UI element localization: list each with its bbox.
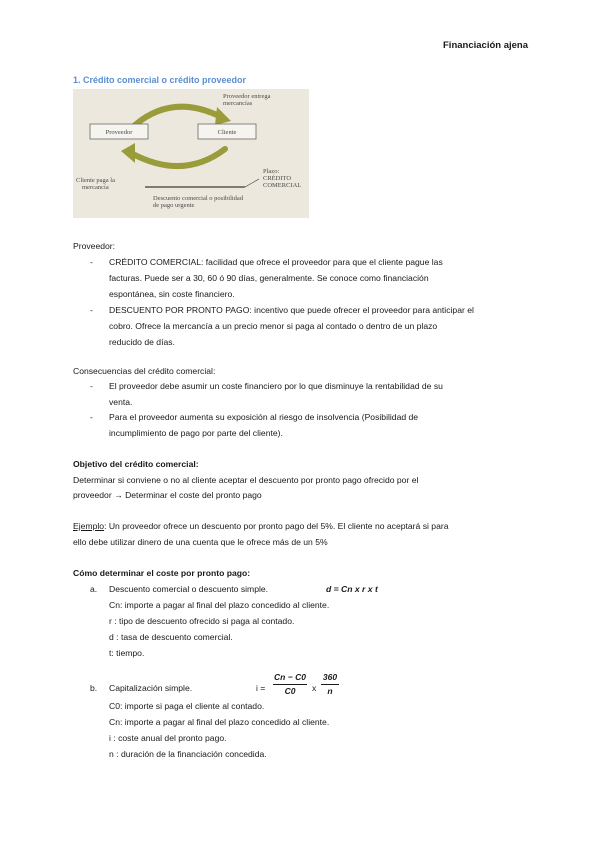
consecuencias-heading: Consecuencias del crédito comercial: — [73, 366, 216, 376]
item-a — [73, 581, 526, 661]
como-heading: Cómo determinar el coste por pronto pago: — [73, 568, 251, 578]
page-header-title: Financiación ajena — [443, 40, 528, 51]
item-a-title: Descuento comercial o descuento simple. — [109, 584, 269, 594]
item-b-def: n : duración de la financiación concedida. — [109, 749, 267, 759]
formula-num-1: Cn − C0 — [274, 672, 306, 682]
diagram-canvas — [73, 89, 309, 218]
left-label-1: Cliente paga la — [76, 177, 115, 184]
bullet-line: cobro. Ofrece la mercancía a un precio menor si paga al contado o dentro de un plazo — [109, 321, 438, 331]
item-a-body — [109, 581, 526, 661]
item-b-def: Cn: importe a pagar al final del plazo concedido al cliente. — [109, 717, 330, 727]
item-b-body — [109, 698, 526, 762]
top-label-1: Proveedor entrega — [223, 93, 271, 100]
formula-bar-1 — [273, 684, 307, 685]
proveedor-bullet-2 — [73, 302, 526, 350]
box-left-label: Proveedor — [105, 129, 133, 136]
bullet-text — [109, 254, 526, 302]
bullet-line: venta. — [109, 397, 133, 407]
objetivo-line-1: Determinar si conviene o no al cliente aceptar el descuento por pronto pago ofrecido por el — [73, 475, 419, 485]
bottom-label-2: de pago urgente — [153, 202, 195, 209]
bullet-line: incumplimiento de pago por parte del cliente). — [109, 428, 283, 438]
bullet-line: reducido de días. — [109, 337, 175, 347]
item-a-def: Cn: importe a pagar al final del plazo concedido al cliente. — [109, 600, 330, 610]
section-title: 1. Crédito comercial o crédito proveedor — [73, 75, 247, 85]
item-a-def: d : tasa de descuento comercial. — [109, 632, 233, 642]
ejemplo-text: : Un proveedor ofrece un descuento por pronto pago del 5%. El cliente no aceptará si para — [104, 521, 449, 531]
formula-den-2: n — [327, 686, 333, 696]
objetivo-line-2: proveedor → Determinar el coste del pronto pago — [73, 490, 262, 500]
bullet-text — [109, 302, 526, 350]
bullet-dash: - — [90, 381, 93, 391]
proveedor-heading: Proveedor: — [73, 241, 116, 251]
proveedor-bullet-1 — [73, 254, 526, 302]
item-a-formula: d = Cn x r x t — [326, 584, 378, 594]
consecuencias-bullet-2 — [73, 409, 526, 441]
item-a-title-row — [109, 581, 526, 597]
formula-lhs: i = — [256, 683, 266, 693]
item-b-def: C0: importe si paga el cliente al contado. — [109, 701, 265, 711]
top-label-2: mercancías — [223, 100, 253, 107]
item-b-letter: b. — [90, 683, 98, 693]
item-b-def: i : coste anual del pronto pago. — [109, 733, 227, 743]
item-b-defs — [73, 698, 526, 762]
ejemplo-line-2: ello debe utilizar dinero de una cuenta que le ofrece más de un 5% — [73, 537, 328, 547]
box-right-label: Cliente — [217, 129, 237, 136]
objetivo-heading: Objetivo del crédito comercial: — [73, 459, 199, 469]
right-label-2: CRÉDITO — [263, 175, 292, 182]
bullet-line: DESCUENTO POR PRONTO PAGO: incentivo que puede ofrecer el proveedor para anticipar el — [109, 305, 474, 315]
bottom-label-1: Descuento comercial o posibilidad — [153, 195, 244, 202]
bullet-line: espontánea, sin coste financiero. — [109, 289, 235, 299]
item-a-def: r : tipo de descuento ofrecido si paga al contado. — [109, 616, 295, 626]
bullet-text — [109, 409, 526, 441]
formula-bar-2 — [321, 684, 339, 685]
bullet-dash: - — [90, 412, 93, 422]
bullet-line: CRÉDITO COMERCIAL: facilidad que ofrece el proveedor para que el cliente pague las — [109, 257, 443, 267]
item-a-letter: a. — [90, 584, 98, 594]
bullet-dash: - — [90, 257, 93, 267]
bullet-line: Para el proveedor aumenta su exposición al riesgo de insolvencia (Posibilidad de — [109, 412, 419, 422]
bullet-line: El proveedor debe asumir un coste financiero por lo que disminuye la rentabilidad de su — [109, 381, 443, 391]
right-label-1: Plazo: — [263, 168, 280, 175]
bullet-dash: - — [90, 305, 93, 315]
formula-num-2: 360 — [322, 672, 338, 682]
item-b-title: Capitalización simple. — [109, 683, 193, 693]
ejemplo-line-1 — [73, 518, 526, 534]
ejemplo-label: Ejemplo — [73, 521, 105, 531]
left-label-2: mercancía — [82, 184, 109, 191]
right-label-3: COMERCIAL — [263, 182, 302, 189]
credit-cycle-diagram — [73, 89, 309, 218]
consecuencias-bullet-1 — [73, 378, 526, 410]
item-a-def: t: tiempo. — [109, 648, 145, 658]
formula-times: x — [312, 683, 317, 693]
bullet-text — [109, 378, 526, 410]
bullet-line: facturas. Puede ser a 30, 60 ó 90 días, generalmente. Se conoce como financiación — [109, 273, 429, 283]
formula-den-1: C0 — [284, 686, 296, 696]
